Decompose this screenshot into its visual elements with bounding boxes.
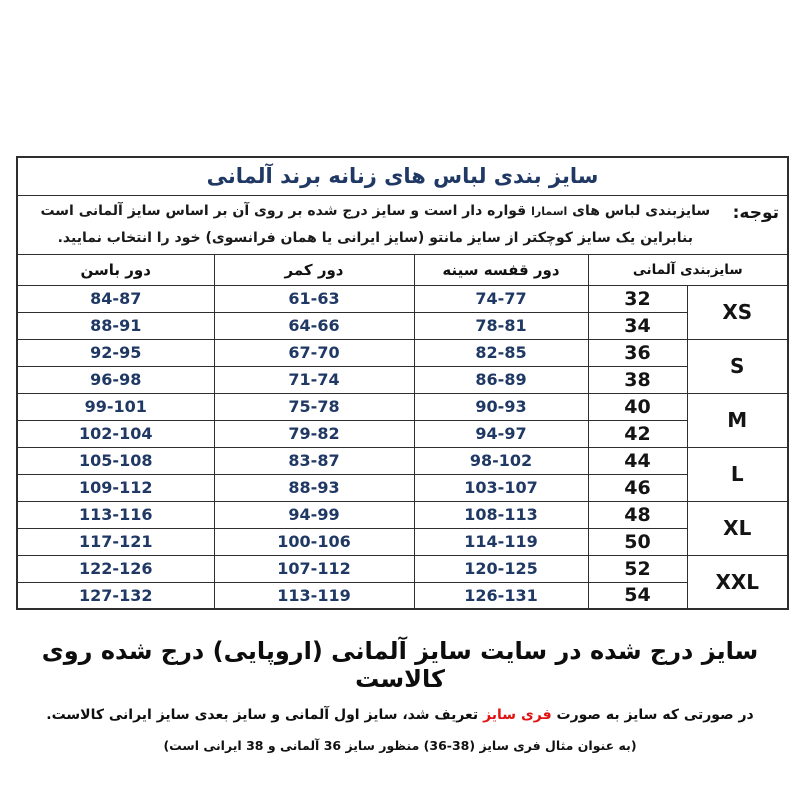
cell-german-size: 36 — [588, 339, 687, 366]
note-line-1 — [24, 198, 727, 225]
cell-waist: 67-70 — [214, 339, 414, 366]
cell-chest: 82-85 — [414, 339, 588, 366]
cell-german-size: 38 — [588, 366, 687, 393]
cell-size-label: S — [687, 339, 788, 393]
cell-hips: 96-98 — [17, 366, 214, 393]
cell-chest: 98-102 — [414, 447, 588, 474]
cell-german-size: 34 — [588, 312, 687, 339]
cell-waist: 75-78 — [214, 393, 414, 420]
cell-german-size: 50 — [588, 528, 687, 555]
cell-chest: 120-125 — [414, 555, 588, 582]
cell-hips: 88-91 — [17, 312, 214, 339]
cell-german-size: 40 — [588, 393, 687, 420]
cell-german-size: 46 — [588, 474, 687, 501]
header-hips: دور باسن — [17, 254, 214, 285]
cell-waist: 100-106 — [214, 528, 414, 555]
note-line1-post: قواره دار است و سایز درج شده بر روی آن بر اساس سایز آلمانی است — [40, 202, 532, 219]
cell-chest: 108-113 — [414, 501, 588, 528]
cell-size-label: XS — [687, 285, 788, 339]
cell-german-size: 48 — [588, 501, 687, 528]
cell-hips: 105-108 — [17, 447, 214, 474]
table-row — [17, 339, 788, 366]
cell-waist: 88-93 — [214, 474, 414, 501]
header-chest: دور قفسه سینه — [414, 254, 588, 285]
cell-size-label: XL — [687, 501, 788, 555]
footer-main-note: سایز درج شده در سایت سایز آلمانی (اروپایی) درج شده روی کالاست — [41, 637, 759, 693]
cell-hips: 92-95 — [17, 339, 214, 366]
table-header-row — [17, 254, 788, 285]
size-chart-table — [16, 156, 789, 610]
note-text — [24, 198, 727, 252]
table-row — [17, 474, 788, 501]
cell-waist: 94-99 — [214, 501, 414, 528]
note-line1-pre: سایزبندی لباس های — [567, 202, 711, 219]
header-german-sizing: سایزبندی آلمانی — [588, 254, 788, 285]
cell-waist: 107-112 — [214, 555, 414, 582]
cell-waist: 64-66 — [214, 312, 414, 339]
brand-name: اسمارا — [531, 204, 568, 218]
cell-chest: 94-97 — [414, 420, 588, 447]
cell-chest: 74-77 — [414, 285, 588, 312]
footer-line2-pre: در صورتی که سایز به صورت — [551, 707, 754, 723]
cell-chest: 78-81 — [414, 312, 588, 339]
table-title: سایز بندی لباس های زنانه برند آلمانی — [17, 157, 788, 195]
cell-waist: 71-74 — [214, 366, 414, 393]
cell-hips: 113-116 — [17, 501, 214, 528]
table-row — [17, 528, 788, 555]
cell-size-label: XXL — [687, 555, 788, 609]
footer-line2-post: تعریف شد، سایز اول آلمانی و سایز بعدی سایز ایرانی کالاست. — [46, 707, 484, 723]
table-row — [17, 447, 788, 474]
cell-hips: 102-104 — [17, 420, 214, 447]
cell-chest: 86-89 — [414, 366, 588, 393]
table-row — [17, 285, 788, 312]
note-line-2: بنابراین یک سایز کوچکتر از سایز مانتو (سایز ایرانی یا همان فرانسوی) خود را انتخاب نمایید. — [57, 229, 693, 246]
table-row — [17, 393, 788, 420]
cell-chest: 90-93 — [414, 393, 588, 420]
cell-waist: 113-119 — [214, 582, 414, 609]
cell-waist: 61-63 — [214, 285, 414, 312]
attention-label: توجه: — [732, 202, 779, 223]
table-row — [17, 366, 788, 393]
header-waist: دور کمر — [214, 254, 414, 285]
cell-hips: 117-121 — [17, 528, 214, 555]
cell-chest: 126-131 — [414, 582, 588, 609]
footer-freesize-note — [0, 707, 800, 723]
cell-size-label: M — [687, 393, 788, 447]
cell-hips: 127-132 — [17, 582, 214, 609]
cell-chest: 103-107 — [414, 474, 588, 501]
cell-waist: 83-87 — [214, 447, 414, 474]
table-row — [17, 582, 788, 609]
cell-german-size: 54 — [588, 582, 687, 609]
freesize-highlight: فری سایز — [483, 707, 552, 723]
table-row — [17, 420, 788, 447]
footer-example-note: (به عنوان مثال فری سایز (38-36) منظور سایز 36 آلمانی و 38 ایرانی است) — [163, 738, 637, 753]
table-note-row — [17, 195, 788, 254]
footer-notes — [0, 637, 800, 753]
cell-size-label: L — [687, 447, 788, 501]
cell-hips: 109-112 — [17, 474, 214, 501]
cell-chest: 114-119 — [414, 528, 588, 555]
table-row — [17, 555, 788, 582]
cell-german-size: 52 — [588, 555, 687, 582]
cell-german-size: 32 — [588, 285, 687, 312]
cell-german-size: 44 — [588, 447, 687, 474]
cell-german-size: 42 — [588, 420, 687, 447]
table-row — [17, 501, 788, 528]
table-title-row — [17, 157, 788, 195]
cell-waist: 79-82 — [214, 420, 414, 447]
table-row — [17, 312, 788, 339]
cell-hips: 99-101 — [17, 393, 214, 420]
cell-hips: 122-126 — [17, 555, 214, 582]
cell-hips: 84-87 — [17, 285, 214, 312]
note-block — [24, 198, 781, 252]
